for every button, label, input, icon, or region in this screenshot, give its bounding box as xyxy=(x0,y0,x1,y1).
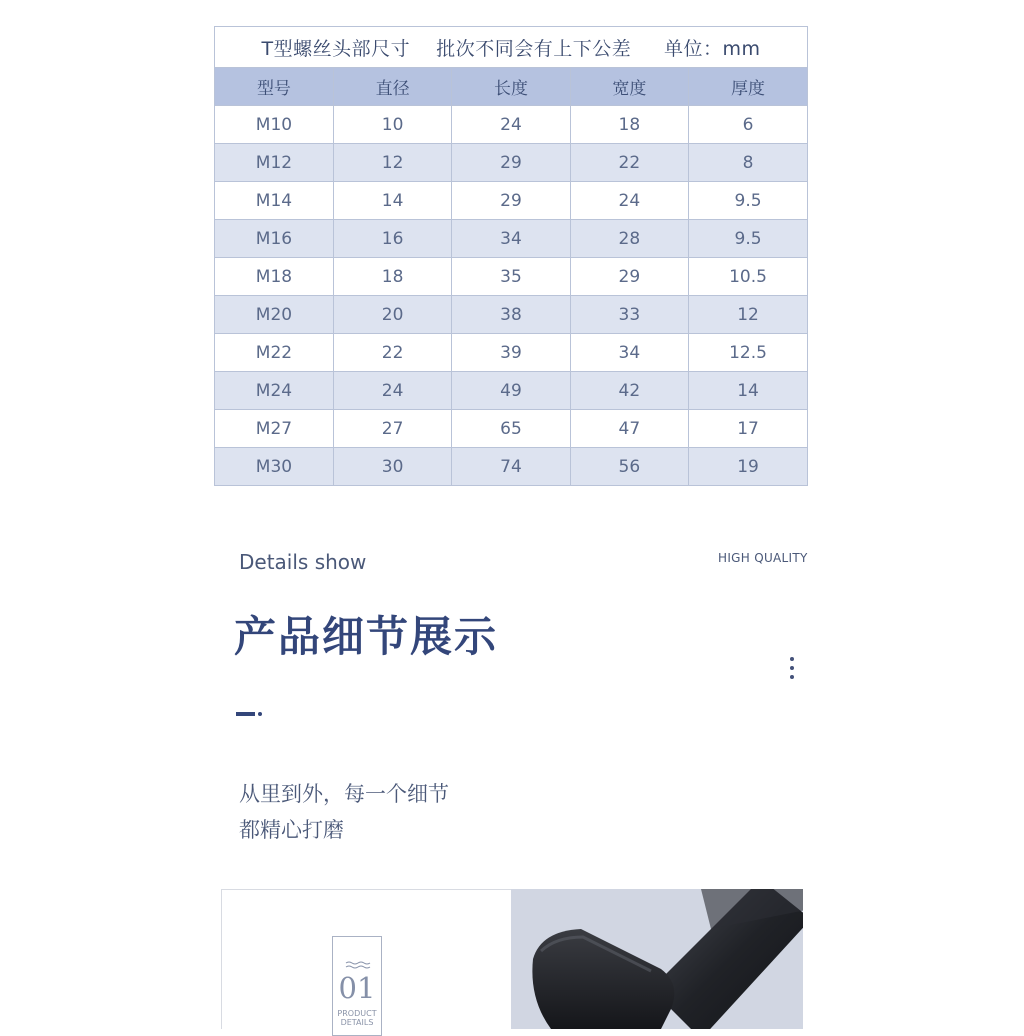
table-cell: 10 xyxy=(333,106,451,144)
table-cell: 18 xyxy=(570,106,688,144)
table-cell: 12 xyxy=(689,296,807,334)
table-cell: M27 xyxy=(215,410,333,448)
table-cell: 39 xyxy=(452,334,570,372)
table-row xyxy=(215,410,807,448)
section-heading: 产品细节展示 xyxy=(234,612,499,661)
table-cell: 49 xyxy=(452,372,570,410)
table-title: T型螺丝头部尺寸 批次不同会有上下公差 单位：mm xyxy=(215,27,807,68)
table-row xyxy=(215,372,807,410)
table-cell: M24 xyxy=(215,372,333,410)
table-cell: 14 xyxy=(333,182,451,220)
table-row xyxy=(215,182,807,220)
table-cell: 30 xyxy=(333,448,451,486)
table-cell: 24 xyxy=(333,372,451,410)
table-cell: 24 xyxy=(452,106,570,144)
table-cell: 29 xyxy=(570,258,688,296)
table-row xyxy=(215,144,807,182)
table-row xyxy=(215,296,807,334)
section-description xyxy=(239,776,449,848)
description-line: 从里到外，每一个细节 xyxy=(239,782,449,806)
table-cell: 28 xyxy=(570,220,688,258)
size-table xyxy=(215,68,807,485)
table-cell: 20 xyxy=(333,296,451,334)
product-photo xyxy=(511,889,803,1029)
header-cell: 直径 xyxy=(333,68,451,106)
table-cell: 27 xyxy=(333,410,451,448)
table-cell: 10.5 xyxy=(689,258,807,296)
table-cell: 24 xyxy=(570,182,688,220)
table-cell: 74 xyxy=(452,448,570,486)
table-cell: 38 xyxy=(452,296,570,334)
table-cell: 34 xyxy=(452,220,570,258)
table-cell: M12 xyxy=(215,144,333,182)
quality-label: HIGH QUALITY xyxy=(718,551,808,565)
table-cell: 29 xyxy=(452,144,570,182)
detail-number-badge xyxy=(332,936,382,1036)
table-cell: M18 xyxy=(215,258,333,296)
caption-line: DETAILS xyxy=(340,1018,374,1027)
table-cell: 17 xyxy=(689,410,807,448)
table-row xyxy=(215,448,807,486)
header-cell: 宽度 xyxy=(570,68,688,106)
spec-table xyxy=(214,26,808,486)
table-cell: 18 xyxy=(333,258,451,296)
header-cell: 厚度 xyxy=(689,68,807,106)
table-cell: 42 xyxy=(570,372,688,410)
wave-icon xyxy=(345,961,371,969)
table-cell: 65 xyxy=(452,410,570,448)
table-cell: M20 xyxy=(215,296,333,334)
table-cell: 12 xyxy=(333,144,451,182)
table-cell: 9.5 xyxy=(689,182,807,220)
more-vertical-icon xyxy=(788,657,796,683)
table-row xyxy=(215,106,807,144)
header-cell: 型号 xyxy=(215,68,333,106)
table-cell: 33 xyxy=(570,296,688,334)
table-cell: 35 xyxy=(452,258,570,296)
caption-line: PRODUCT xyxy=(337,1009,377,1018)
t-bolt-image xyxy=(511,889,803,1029)
table-cell: 29 xyxy=(452,182,570,220)
table-row xyxy=(215,258,807,296)
table-body xyxy=(215,106,807,486)
table-cell: 8 xyxy=(689,144,807,182)
table-cell: 16 xyxy=(333,220,451,258)
table-cell: 56 xyxy=(570,448,688,486)
header-cell: 长度 xyxy=(452,68,570,106)
detail-number: 01 xyxy=(338,971,376,1005)
description-line: 都精心打磨 xyxy=(239,818,344,842)
table-header-row xyxy=(215,68,807,106)
table-cell: M10 xyxy=(215,106,333,144)
section-subtitle: Details show xyxy=(239,550,367,574)
table-cell: 19 xyxy=(689,448,807,486)
table-row xyxy=(215,220,807,258)
table-cell: 9.5 xyxy=(689,220,807,258)
detail-caption xyxy=(333,1009,381,1027)
table-cell: M30 xyxy=(215,448,333,486)
table-cell: 47 xyxy=(570,410,688,448)
table-cell: M16 xyxy=(215,220,333,258)
table-cell: 22 xyxy=(570,144,688,182)
table-cell: M22 xyxy=(215,334,333,372)
table-cell: 6 xyxy=(689,106,807,144)
table-cell: 34 xyxy=(570,334,688,372)
table-cell: 14 xyxy=(689,372,807,410)
table-cell: 12.5 xyxy=(689,334,807,372)
table-row xyxy=(215,334,807,372)
divider-mark xyxy=(236,712,262,718)
table-cell: M14 xyxy=(215,182,333,220)
table-cell: 22 xyxy=(333,334,451,372)
